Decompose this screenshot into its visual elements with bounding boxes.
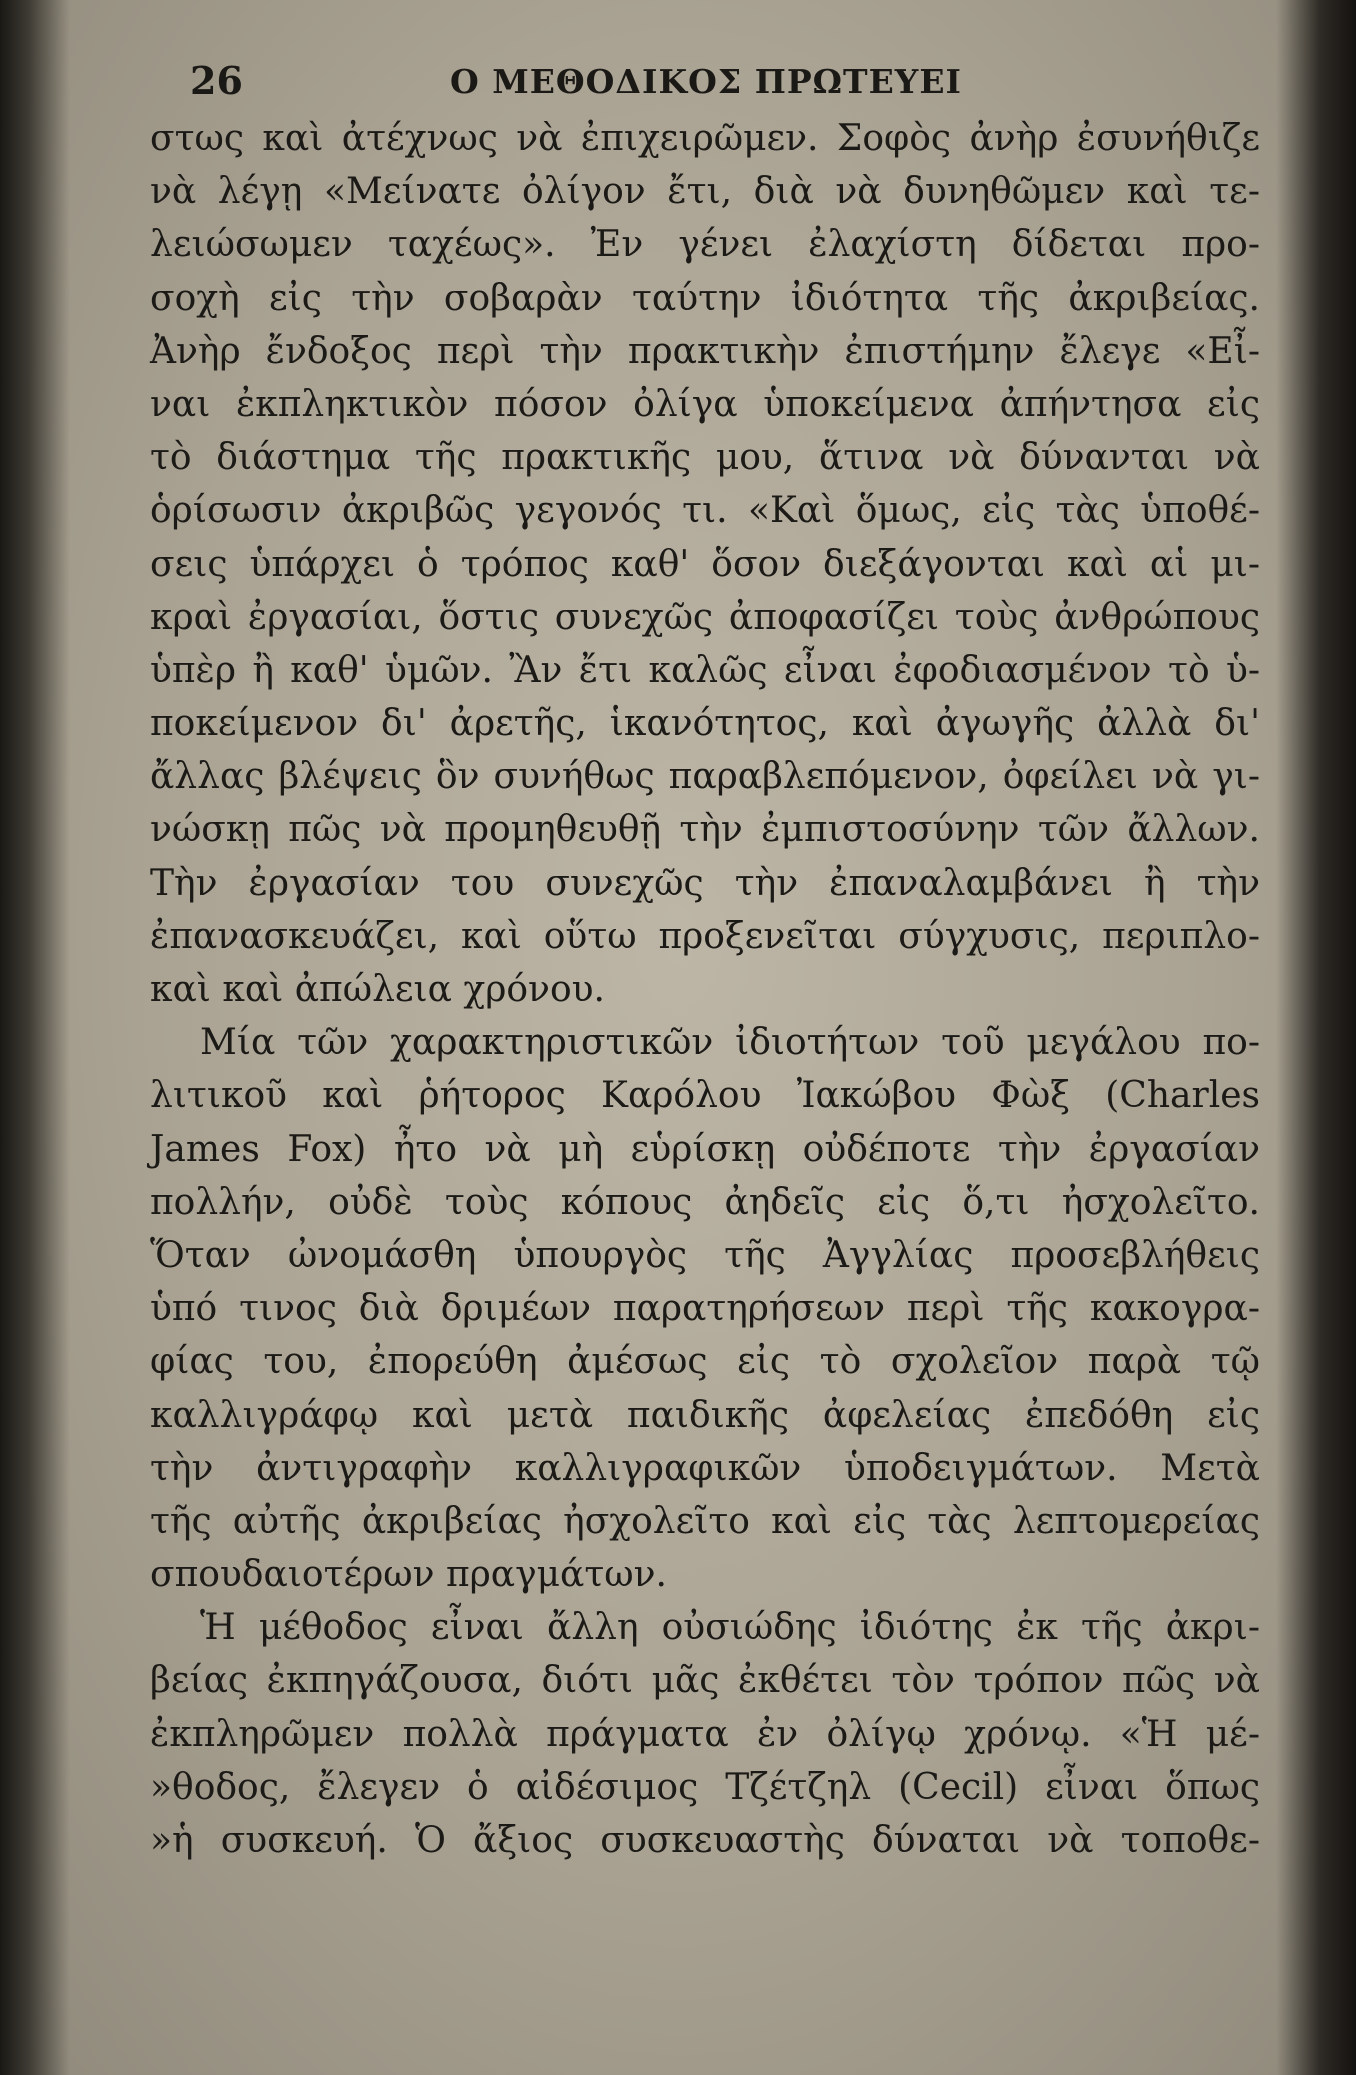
text-line: φίας του, ἐπορεύθη ἀμέσως εἰς τὸ σχολεῖον παρὰ τῷ xyxy=(150,1341,1260,1383)
page-number: 26 xyxy=(190,58,243,103)
text-line: Ἀνὴρ ἔνδοξος περὶ τὴν πρακτικὴν ἐπιστήμην ἔλεγε «Εἶ- xyxy=(150,330,1260,372)
text-line: James Fox) ἦτο νὰ μὴ εὑρίσκῃ οὐδέποτε τὴν ἐργασίαν xyxy=(150,1128,1260,1170)
text-line: τὸ διάστημα τῆς πρακτικῆς μου, ἅτινα νὰ δύνανται νὰ xyxy=(150,437,1260,479)
text-line: τῆς αὐτῆς ἀκριβείας ἠσχολεῖτο καὶ εἰς τὰς λεπτομερείας xyxy=(150,1500,1260,1542)
running-title: Ο ΜΕΘΟΔΙΚΟΣ ΠΡΩΤΕΥΕΙ xyxy=(450,62,962,101)
text-line: ἐκπληρῶμεν πολλὰ πράγματα ἐν ὀλίγῳ χρόνῳ. «Ἡ μέ- xyxy=(150,1713,1260,1755)
text-line: νώσκῃ πῶς νὰ προμηθευθῇ τὴν ἐμπιστοσύνην τῶν ἄλλων. xyxy=(150,809,1260,851)
text-line: ποκείμενον δι' ἀρετῆς, ἱκανότητος, καὶ ἀγωγῆς ἀλλὰ δι' xyxy=(150,703,1260,745)
text-line: ἄλλας βλέψεις ὃν συνήθως παραβλεπόμενον, ὀφείλει νὰ γι- xyxy=(150,756,1260,798)
text-line: καὶ καὶ ἀπώλεια χρόνου. xyxy=(150,969,605,1010)
body-text xyxy=(150,112,1260,1867)
text-line: Τὴν ἐργασίαν του συνεχῶς τὴν ἐπαναλαμβάνει ἢ τὴν xyxy=(150,862,1260,904)
page-header xyxy=(190,58,1190,108)
text-line: Ὅταν ὠνομάσθη ὑπουργὸς τῆς Ἀγγλίας προσεβλήθεις xyxy=(150,1234,1260,1276)
text-line: σοχὴ εἰς τὴν σοβαρὰν ταύτην ἰδιότητα τῆς ἀκριβείας. xyxy=(150,277,1260,319)
text-line: βείας ἐκπηγάζουσα, διότι μᾶς ἐκθέτει τὸν τρόπον πῶς νὰ xyxy=(150,1660,1260,1702)
paragraph-start-line: Ἡ μέθοδος εἶναι ἄλλη οὐσιώδης ἰδιότης ἐκ τῆς ἀκρι- xyxy=(200,1607,1260,1649)
paragraph-start-line: Μία τῶν χαρακτηριστικῶν ἰδιοτήτων τοῦ μεγάλου πο- xyxy=(200,1022,1260,1064)
text-line: κραὶ ἐργασίαι, ὅστις συνεχῶς ἀποφασίζει τοὺς ἀνθρώπους xyxy=(150,596,1260,638)
text-line: λιτικοῦ καὶ ῥήτορος Καρόλου Ἰακώβου Φὼξ (Charles xyxy=(150,1075,1260,1117)
text-line: »ἡ συσκευή. Ὁ ἄξιος συσκευαστὴς δύναται νὰ τοποθε- xyxy=(150,1820,1260,1861)
text-line: καλλιγράφῳ καὶ μετὰ παιδικῆς ἀφελείας ἐπεδόθη εἰς xyxy=(150,1394,1260,1436)
text-line: πολλήν, οὐδὲ τοὺς κόπους ἀηδεῖς εἰς ὅ,τι ἠσχολεῖτο. xyxy=(150,1181,1260,1223)
page-left-shadow xyxy=(0,0,70,2075)
page-right-shadow xyxy=(1276,0,1356,2075)
text-line: ὁρίσωσιν ἀκριβῶς γεγονός τι. «Καὶ ὅμως, εἰς τὰς ὑποθέ- xyxy=(150,490,1260,532)
text-line: ἐπανασκευάζει, καὶ οὕτω προξενεῖται σύγχυσις, περιπλο- xyxy=(150,915,1260,957)
text-line: ὑπό τινος διὰ δριμέων παρατηρήσεων περὶ τῆς κακογρα- xyxy=(150,1288,1260,1330)
text-line: σεις ὑπάρχει ὁ τρόπος καθ' ὅσον διεξάγονται καὶ αἱ μι- xyxy=(150,543,1260,585)
text-line: ὑπὲρ ἢ καθ' ὑμῶν. Ἂν ἔτι καλῶς εἶναι ἐφοδιασμένον τὸ ὑ- xyxy=(150,649,1260,691)
text-line: σπουδαιοτέρων πραγμάτων. xyxy=(150,1554,667,1596)
text-line: νὰ λέγῃ «Μείνατε ὀλίγον ἔτι, διὰ νὰ δυνηθῶμεν καὶ τε- xyxy=(150,171,1260,213)
text-line: ναι ἐκπληκτικὸν πόσον ὀλίγα ὑποκείμενα ἀπήντησα εἰς xyxy=(150,383,1260,425)
text-line: »θοδος, ἔλεγεν ὁ αἰδέσιμος Τζέτζηλ (Cecil) εἶναι ὅπως xyxy=(150,1766,1260,1808)
text-line: τὴν ἀντιγραφὴν καλλιγραφικῶν ὑποδειγμάτων. Μετὰ xyxy=(150,1447,1260,1489)
text-line: λειώσωμεν ταχέως». Ἐν γένει ἐλαχίστη δίδεται προ- xyxy=(150,224,1260,266)
text-line: στως καὶ ἀτέχνως νὰ ἐπιχειρῶμεν. Σοφὸς ἀνὴρ ἐσυνήθιζε xyxy=(150,118,1260,159)
